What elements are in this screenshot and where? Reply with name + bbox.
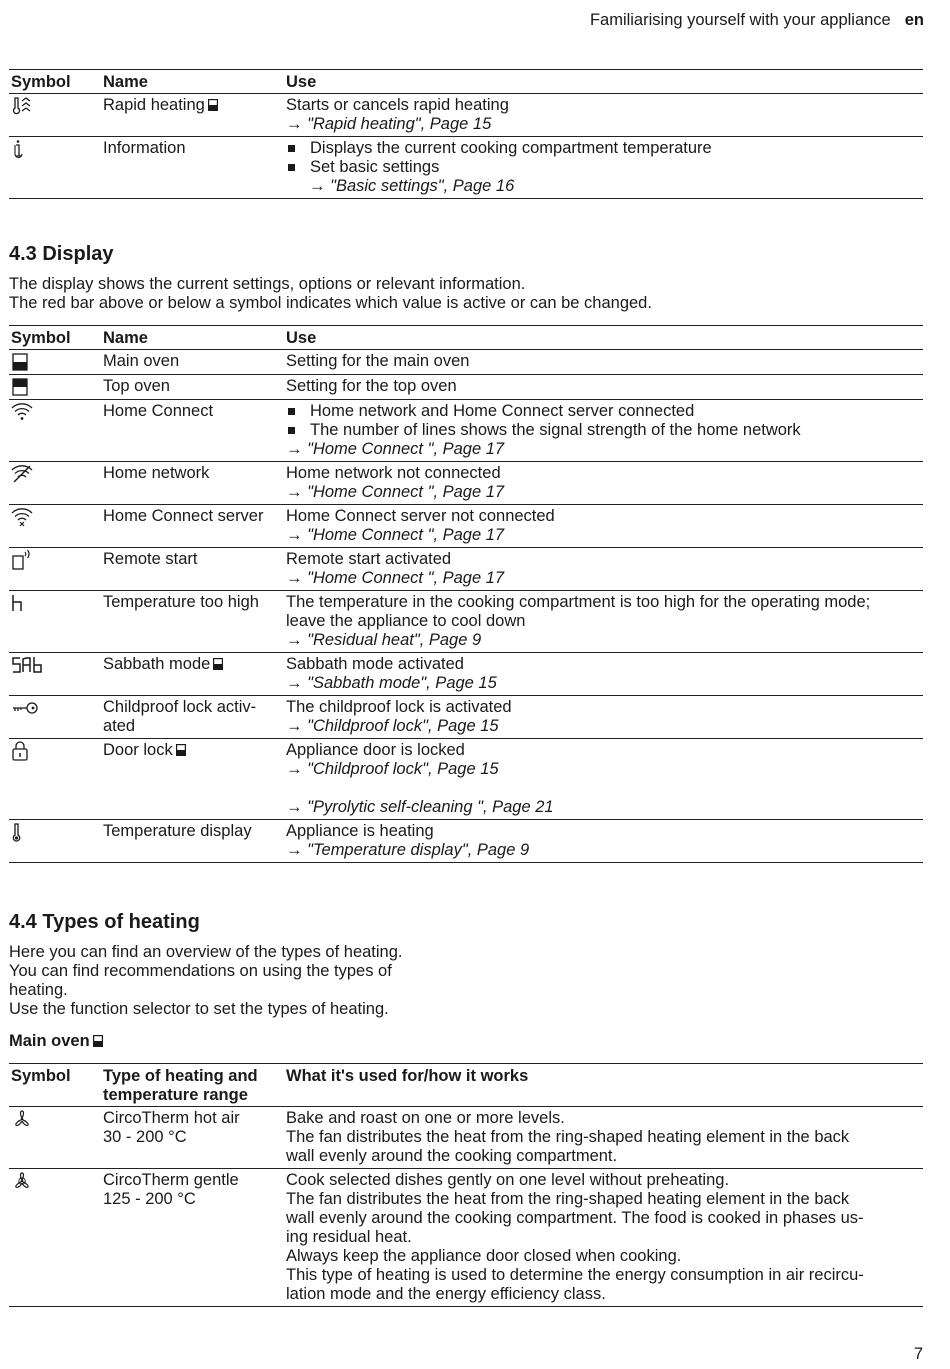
- page-reference: → "Basic settings", Page 16: [286, 177, 921, 196]
- row-name: Information: [103, 139, 186, 157]
- page-reference: → "Home Connect ", Page 17: [286, 569, 921, 588]
- table-row: [9, 548, 923, 591]
- header-usage: What it's used for/how it works: [284, 1064, 923, 1107]
- bullet-list: [286, 139, 921, 177]
- main-oven-icon: [213, 658, 223, 670]
- page-header: [590, 11, 924, 30]
- table-header-row: [9, 1064, 923, 1107]
- subheading-label: Main oven: [9, 1032, 90, 1050]
- intro-line: You can find recommendations on using the types of: [9, 962, 392, 980]
- row-name: ated: [103, 717, 136, 735]
- header-heating-type: Type of heating and temperature range: [101, 1064, 284, 1107]
- header-symbol: Symbol: [9, 70, 101, 94]
- row-name: Home Connect: [103, 402, 214, 420]
- table-row: [9, 350, 923, 375]
- section-heading-display: 4.3 Display: [9, 243, 114, 265]
- row-name: Sabbath mode: [103, 655, 211, 673]
- description-line: This type of heating is used to determine the energy consumption in air recircu-: [286, 1266, 864, 1284]
- description-line: Cook selected dishes gently on one level without preheating.: [286, 1171, 730, 1189]
- row-use: The temperature in the cooking compartment is too high for the operating mode;: [286, 593, 871, 611]
- description-line: The fan distributes the heat from the ring-shaped heating element in the back: [286, 1128, 850, 1146]
- row-name: Remote start: [103, 550, 198, 568]
- wifi-server-off-icon: [11, 507, 33, 527]
- intro-line: heating.: [9, 981, 68, 999]
- row-name: Rapid heating: [103, 96, 205, 114]
- heating-type-name: CircoTherm gentle: [103, 1171, 239, 1189]
- description-line: ing residual heat.: [286, 1228, 412, 1246]
- table-row: [9, 137, 923, 199]
- wifi-icon: [11, 402, 33, 422]
- heating-intro: [9, 943, 403, 1019]
- row-use: The childproof lock is activated: [286, 698, 512, 716]
- page-reference: → "Sabbath mode", Page 15: [286, 674, 921, 693]
- main-oven-icon: [176, 744, 186, 756]
- heating-types-table: [9, 1063, 923, 1307]
- page-reference: → "Childproof lock", Page 15: [286, 760, 921, 779]
- description-line: The fan distributes the heat from the ring-shaped heating element in the back: [286, 1190, 850, 1208]
- fan-gentle-icon: [11, 1171, 33, 1191]
- row-name: Temperature too high: [103, 593, 259, 611]
- page-reference: → "Temperature display", Page 9: [286, 841, 921, 860]
- row-name: Home network: [103, 464, 210, 482]
- table-row: [9, 591, 923, 653]
- table-row: [9, 375, 923, 400]
- main-oven-icon: [93, 1035, 103, 1047]
- page-reference: → "Residual heat", Page 9: [286, 631, 921, 650]
- table-row: [9, 400, 923, 462]
- wifi-off-icon: [11, 464, 33, 484]
- main-oven-subheading: [9, 1032, 103, 1051]
- intro-line: The red bar above or below a symbol indicates which value is active or can be changed.: [9, 294, 652, 312]
- intro-line: Use the function selector to set the types of heating.: [9, 1000, 389, 1018]
- row-name: Temperature display: [103, 822, 252, 840]
- table-row: [9, 1169, 923, 1307]
- page-reference: → "Home Connect ", Page 17: [286, 526, 921, 545]
- row-name: Door lock: [103, 741, 173, 759]
- lock-icon: [11, 741, 33, 761]
- header-name: Name: [101, 70, 284, 94]
- description-line: Always keep the appliance door closed when cooking.: [286, 1247, 682, 1265]
- description-line: wall evenly around the cooking compartment. The food is cooked in phases us-: [286, 1209, 864, 1227]
- main-oven-icon: [208, 99, 218, 111]
- header-symbol: Symbol: [9, 1064, 101, 1107]
- description-line: Bake and roast on one or more levels.: [286, 1109, 565, 1127]
- header-title: Familiarising yourself with your appliance: [589, 11, 891, 29]
- section-heading-heating: 4.4 Types of heating: [9, 911, 200, 933]
- list-item: Displays the current cooking compartment temperature: [286, 139, 921, 158]
- page-reference: → "Rapid heating", Page 15: [286, 115, 921, 134]
- list-item: Set basic settings: [286, 158, 921, 177]
- thermometer-icon: [11, 822, 33, 842]
- row-use: leave the appliance to cool down: [286, 612, 526, 630]
- row-use: Remote start activated: [286, 550, 452, 568]
- remote-start-icon: [11, 550, 33, 570]
- temperature-range: 125 - 200 °C: [103, 1190, 196, 1208]
- buttons-table: [9, 69, 923, 199]
- temperature-range: 30 - 200 °C: [103, 1128, 187, 1146]
- row-use: Appliance door is locked: [286, 741, 465, 759]
- display-symbols-table: [9, 325, 923, 863]
- table-row: [9, 462, 923, 505]
- top-oven-icon: [11, 377, 33, 397]
- table-row: [9, 1107, 923, 1169]
- row-name: Home Connect server: [103, 507, 264, 525]
- table-row: [9, 505, 923, 548]
- row-name: Top oven: [103, 377, 170, 395]
- description-line: lation mode and the energy efficiency class.: [286, 1285, 606, 1303]
- description-line: wall evenly around the cooking compartment.: [286, 1147, 618, 1165]
- sabbath-icon: [11, 655, 45, 675]
- list-item: Home network and Home Connect server connected: [286, 402, 921, 421]
- header-name: Name: [101, 326, 284, 350]
- page-reference: → "Pyrolytic self-cleaning ", Page 21: [286, 798, 921, 817]
- rapid-heating-icon: [11, 96, 33, 116]
- intro-line: Here you can find an overview of the types of heating.: [9, 943, 403, 961]
- main-oven-icon: [11, 352, 33, 372]
- fan-icon: [11, 1109, 33, 1129]
- row-name: Main oven: [103, 352, 180, 370]
- header-use: Use: [284, 326, 923, 350]
- table-row: [9, 820, 923, 863]
- row-use: Appliance is heating: [286, 822, 434, 840]
- display-intro: [9, 275, 652, 313]
- header-symbol: Symbol: [9, 326, 101, 350]
- row-use: Setting for the main oven: [286, 352, 470, 370]
- temperature-too-high-icon: [11, 593, 33, 613]
- row-name: Childproof lock activ-: [103, 698, 257, 716]
- table-row: [9, 653, 923, 696]
- table-header-row: [9, 326, 923, 350]
- heating-type-name: CircoTherm hot air: [103, 1109, 240, 1127]
- row-use: Starts or cancels rapid heating: [286, 96, 509, 114]
- table-row: [9, 94, 923, 137]
- row-use: Home Connect server not connected: [286, 507, 555, 525]
- list-item: The number of lines shows the signal strength of the home network: [286, 421, 921, 440]
- key-icon: [11, 698, 41, 718]
- language-code: en: [904, 11, 924, 29]
- page-reference: → "Home Connect ", Page 17: [286, 483, 921, 502]
- page-reference: → "Childproof lock", Page 15: [286, 717, 921, 736]
- intro-line: The display shows the current settings, options or relevant information.: [9, 275, 526, 293]
- header-use: Use: [284, 70, 923, 94]
- row-use: Sabbath mode activated: [286, 655, 464, 673]
- row-use: Home network not connected: [286, 464, 501, 482]
- page-number: 7: [913, 1345, 923, 1363]
- table-row: [9, 696, 923, 739]
- page-reference: → "Home Connect ", Page 17: [286, 440, 921, 459]
- row-use: Setting for the top oven: [286, 377, 457, 395]
- bullet-list: [286, 402, 921, 440]
- table-header-row: [9, 70, 923, 94]
- table-row: [9, 739, 923, 820]
- information-icon: [11, 139, 33, 159]
